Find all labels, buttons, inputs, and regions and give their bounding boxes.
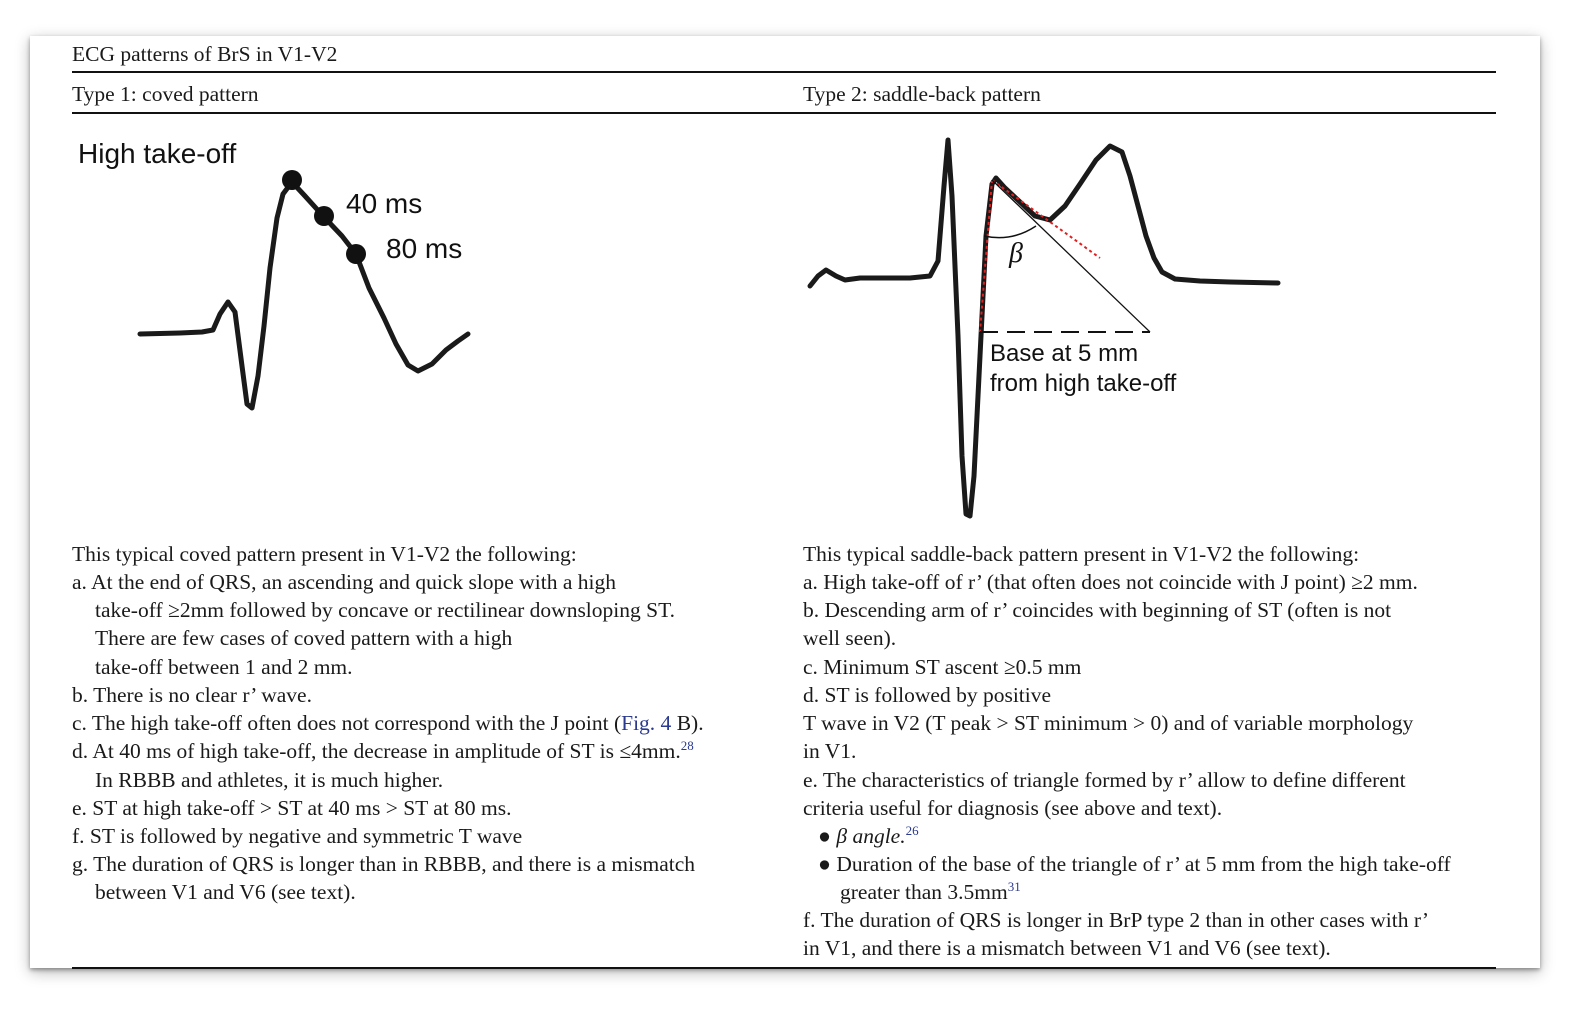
coved-pattern-figure — [78, 138, 468, 408]
col2-header: Type 2: saddle-back pattern — [803, 82, 1041, 106]
right-item-b1: b. Descending arm of r’ coincides with beginning of ST (often is not — [803, 598, 1392, 622]
beta-angle-arc — [984, 226, 1036, 238]
right-item-a: a. High take-off of r’ (that often does not coincide with J point) ≥2 mm. — [803, 570, 1418, 594]
left-item-a2: take-off ≥2mm followed by concave or rectilinear downsloping ST. — [95, 598, 675, 622]
marker-80ms-label: 80 ms — [386, 233, 463, 264]
beta-symbol: β — [1009, 238, 1023, 269]
fig4-link[interactable]: Fig. 4 — [621, 711, 672, 735]
ref-31[interactable]: 31 — [1007, 878, 1021, 894]
left-intro: This typical coved pattern present in V1-V2 the following: — [72, 542, 577, 566]
bullet-dot-icon: ● — [818, 852, 837, 876]
right-bullet-2b — [840, 878, 1021, 906]
left-item-g2: between V1 and V6 (see text). — [95, 880, 356, 904]
left-item-f: f. ST is followed by negative and symmetric T wave — [72, 824, 523, 848]
right-bullet-2a — [818, 850, 1451, 878]
dot-40ms — [314, 206, 334, 226]
right-item-d3: in V1. — [803, 739, 857, 763]
saddleback-ecg-trace — [810, 140, 1278, 516]
left-item-d2: In RBBB and athletes, it is much higher. — [95, 768, 444, 792]
ecg-table-card — [30, 36, 1540, 968]
left-item-a1: a. At the end of QRS, an ascending and quick slope with a high — [72, 570, 616, 594]
left-item-g1: g. The duration of QRS is longer than in RBBB, and there is a mismatch — [72, 852, 696, 876]
dot-80ms — [346, 244, 366, 264]
bullet-dot-icon: ● — [818, 824, 837, 848]
beta-angle-text: β angle. — [836, 824, 906, 848]
bottom-rule — [72, 967, 1496, 969]
ref-28[interactable]: 28 — [680, 737, 694, 753]
right-item-f1: f. The duration of QRS is longer in BrP type 2 than in other cases with r’ — [803, 908, 1429, 932]
left-item-b: b. There is no clear r’ wave. — [72, 683, 312, 707]
left-item-e: e. ST at high take-off > ST at 40 ms > ST at 80 ms. — [72, 796, 512, 820]
high-takeoff-label: High take-off — [78, 138, 237, 169]
left-item-d1 — [72, 737, 694, 765]
right-bullet-1 — [818, 822, 919, 850]
col1-header: Type 1: coved pattern — [72, 82, 259, 106]
left-item-a3: There are few cases of coved pattern with a high — [95, 626, 513, 650]
left-item-c — [72, 709, 704, 737]
left-item-a4: take-off between 1 and 2 mm. — [95, 655, 353, 679]
takeoff-dot — [282, 170, 302, 190]
right-item-d1: d. ST is followed by positive — [803, 683, 1052, 707]
left-item-d1-text: d. At 40 ms of high take-off, the decrease in amplitude of ST is ≤4mm. — [72, 739, 681, 763]
right-item-c: c. Minimum ST ascent ≥0.5 mm — [803, 655, 1082, 679]
saddleback-pattern-figure — [810, 140, 1278, 516]
marker-40ms-label: 40 ms — [346, 188, 423, 219]
base-label-line1: Base at 5 mm — [990, 340, 1139, 367]
right-item-f2: in V1, and there is a mismatch between V1 and V6 (see text). — [803, 936, 1331, 960]
bullet-2a-text: Duration of the base of the triangle of r’ at 5 mm from the high take-off — [836, 852, 1451, 876]
right-item-b2: well seen). — [803, 626, 897, 650]
left-item-c-text: c. The high take-off often does not correspond with the J point ( — [72, 711, 622, 735]
right-item-d2: T wave in V2 (T peak > ST minimum > 0) and of variable morphology — [803, 711, 1414, 735]
right-item-e1: e. The characteristics of triangle formed by r’ allow to define different — [803, 768, 1406, 792]
ref-26[interactable]: 26 — [905, 822, 919, 838]
right-intro: This typical saddle-back pattern present in V1-V2 the following: — [803, 542, 1360, 566]
left-item-c-tail: B). — [671, 711, 704, 735]
base-label-line2: from high take-off — [990, 370, 1177, 397]
bullet-2b-text: greater than 3.5mm — [840, 880, 1008, 904]
table-title: ECG patterns of BrS in V1-V2 — [72, 42, 338, 66]
right-item-e2: criteria useful for diagnosis (see above and text). — [803, 796, 1223, 820]
